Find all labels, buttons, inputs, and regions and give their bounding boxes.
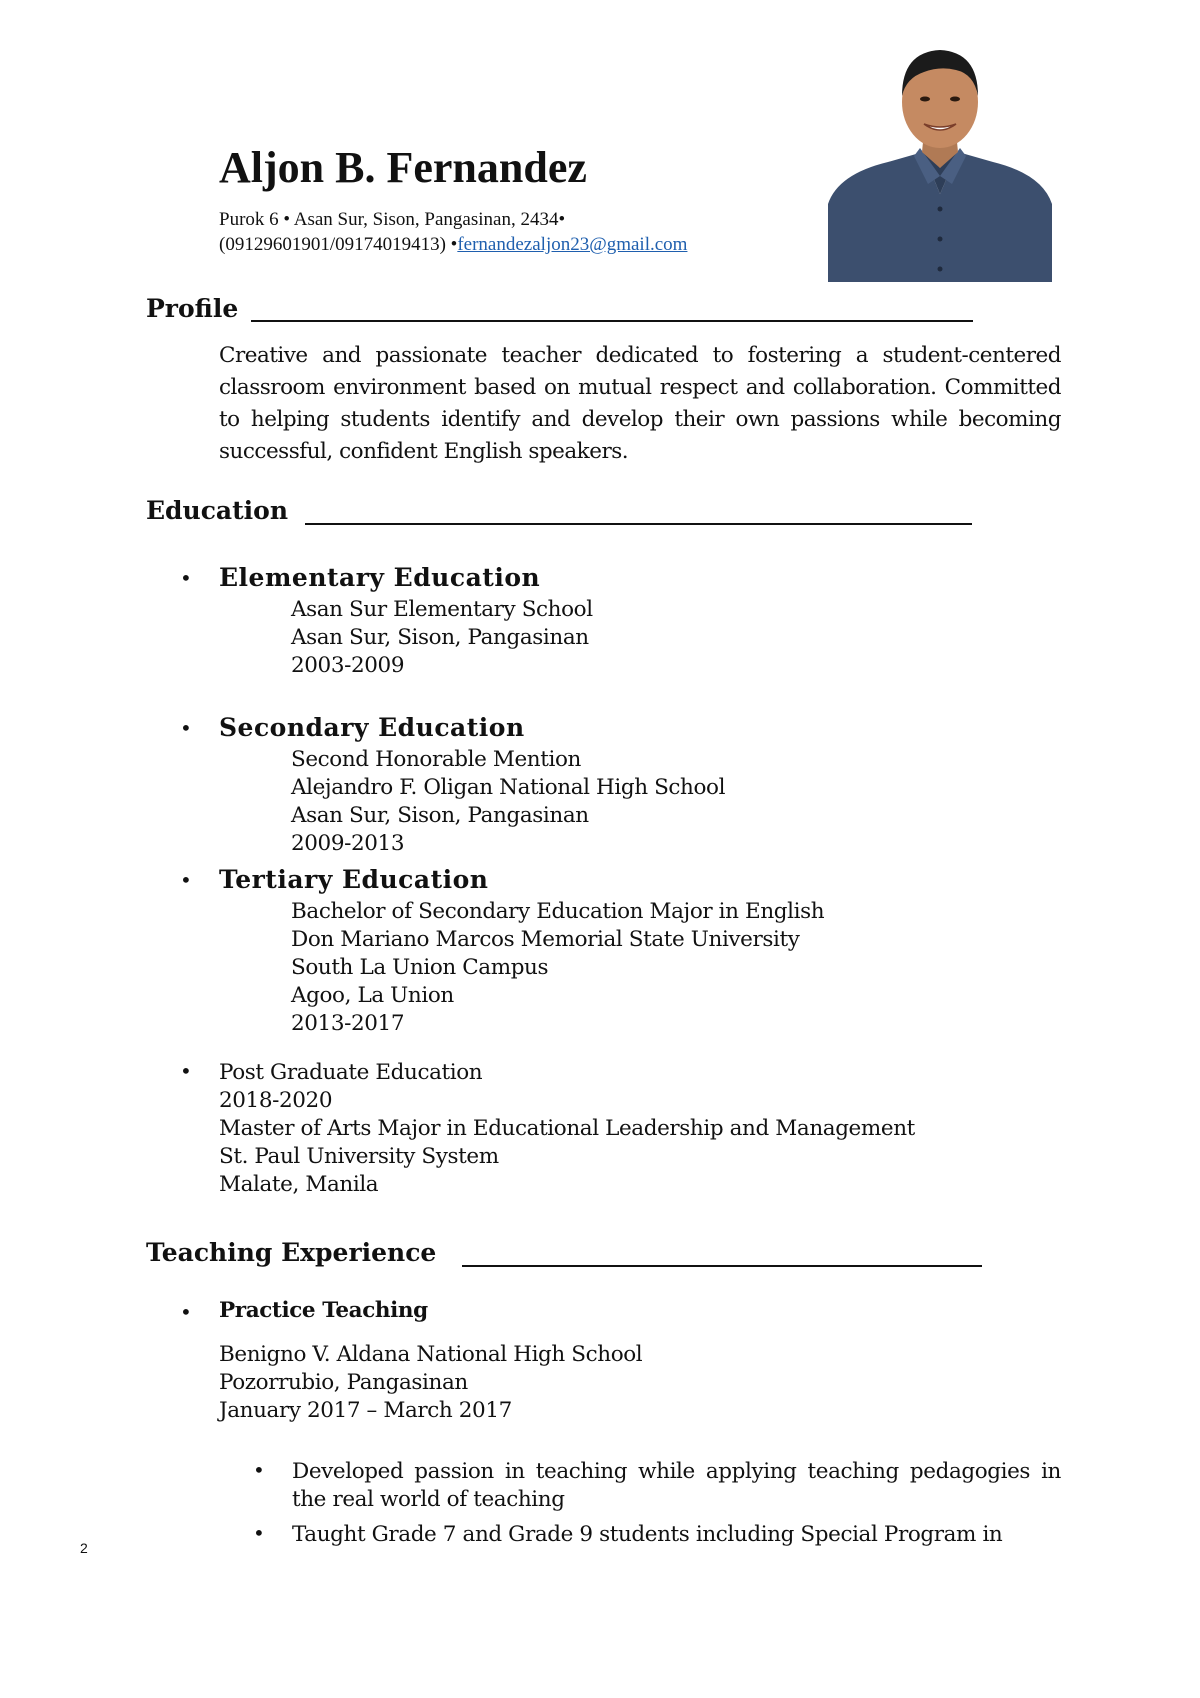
- education-line: Second Honorable Mention: [291, 747, 581, 772]
- practice-line: Benigno V. Aldana National High School: [219, 1342, 643, 1367]
- practice-teaching-details: [219, 1341, 642, 1425]
- page-number: 2: [80, 1540, 88, 1556]
- experience-heading: Teaching Experience: [146, 1238, 437, 1267]
- duty-text: Developed passion in teaching while applying teaching pedagogies in the real world of teaching: [292, 1459, 1061, 1512]
- education-title: Elementary Education: [219, 563, 541, 592]
- education-line: 2013-2017: [291, 1011, 405, 1036]
- education-line: Master of Arts Major in Educational Leadership and Management: [219, 1116, 915, 1141]
- education-line: 2018-2020: [219, 1088, 333, 1113]
- bullet-icon: •: [180, 868, 192, 892]
- profile-text: Creative and passionate teacher dedicated to fostering a student-centered classroom environment based on mutual respect and collaboration. Committed to helping students identify and develop their own passions while becoming successful, confident English speakers.: [219, 343, 1061, 464]
- post-graduate-title: Post Graduate Education: [219, 1060, 483, 1085]
- profile-heading: Profile: [146, 294, 239, 323]
- education-title: Secondary Education: [219, 713, 525, 742]
- contact-block: [219, 207, 687, 257]
- practice-line: January 2017 – March 2017: [219, 1398, 512, 1423]
- education-line: 2003-2009: [291, 653, 405, 678]
- profile-photo: [828, 44, 1052, 282]
- bullet-icon: •: [180, 716, 192, 740]
- education-line: Alejandro F. Oligan National High School: [291, 775, 726, 800]
- education-line: Asan Sur, Sison, Pangasinan: [291, 803, 589, 828]
- education-details: [291, 746, 725, 858]
- education-line: Malate, Manila: [219, 1172, 379, 1197]
- practice-line: Pozorrubio, Pangasinan: [219, 1370, 468, 1395]
- bullet-icon: •: [253, 1521, 265, 1545]
- education-title: Tertiary Education: [219, 865, 489, 894]
- bullet-icon: •: [180, 566, 192, 590]
- education-line: 2009-2013: [291, 831, 405, 856]
- education-details: [291, 898, 824, 1038]
- address-line: Purok 6 • Asan Sur, Sison, Pangasinan, 2434•: [219, 209, 566, 230]
- education-rule: [305, 523, 972, 525]
- education-line: South La Union Campus: [291, 955, 549, 980]
- applicant-name: Aljon B. Fernandez: [219, 143, 587, 192]
- post-graduate-details: [219, 1059, 915, 1199]
- bullet-icon: •: [180, 1300, 192, 1324]
- education-line: St. Paul University System: [219, 1144, 499, 1169]
- education-line: Asan Sur Elementary School: [291, 597, 593, 622]
- phone-line: (09129601901/09174019413) •: [219, 234, 458, 255]
- email-link[interactable]: fernandezaljon23@gmail.com: [457, 234, 688, 255]
- practice-teaching-title: Practice Teaching: [219, 1298, 428, 1323]
- duty-text: Taught Grade 7 and Grade 9 students including Special Program in: [292, 1522, 1003, 1547]
- education-line: Bachelor of Secondary Education Major in English: [291, 899, 825, 924]
- education-line: Asan Sur, Sison, Pangasinan: [291, 625, 589, 650]
- bullet-icon: •: [253, 1458, 265, 1482]
- education-line: Don Mariano Marcos Memorial State University: [291, 927, 800, 952]
- profile-rule: [251, 320, 973, 322]
- education-details: [291, 596, 593, 680]
- experience-rule: [462, 1265, 982, 1267]
- bullet-icon: •: [180, 1059, 192, 1083]
- education-line: Agoo, La Union: [291, 983, 454, 1008]
- education-heading: Education: [146, 496, 289, 525]
